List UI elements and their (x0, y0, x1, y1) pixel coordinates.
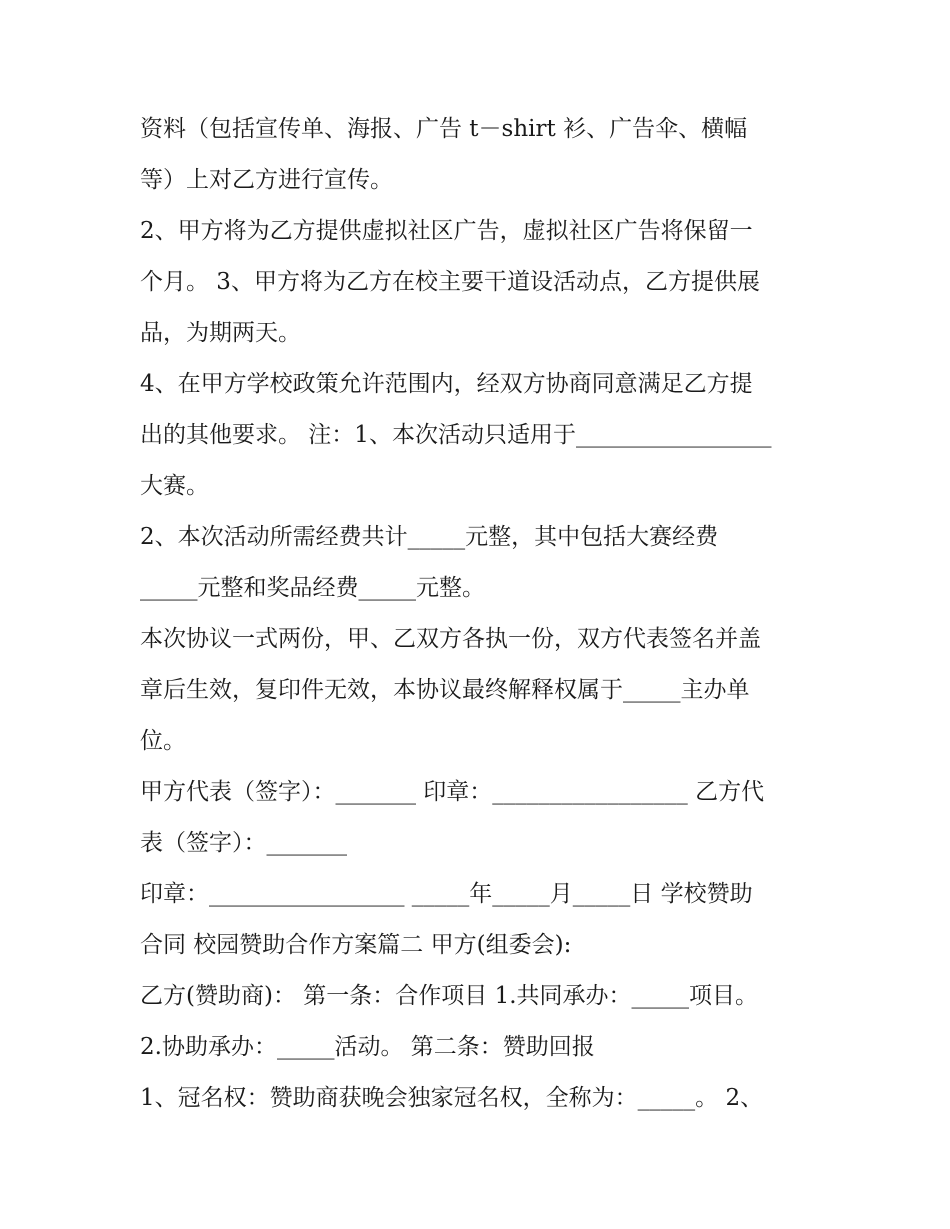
text-line: 甲方代表（签字）：_______ 印章：_________________ 乙方代 (140, 779, 765, 805)
text-line: 等）上对乙方进行宣传。 (140, 167, 393, 193)
text-line: 1、冠名权：赞助商获晚会独家冠名权，全称为：_____。 2、 (140, 1085, 764, 1111)
document-body (140, 104, 820, 1124)
text-line: 位。 (140, 728, 186, 754)
text-line: 资料（包括宣传单、海报、广告 t－shirt 衫、广告伞、横幅 (140, 116, 748, 142)
text-line: 2、本次活动所需经费共计_____元整，其中包括大赛经费 (140, 524, 719, 550)
text-line: 乙方(赞助商)： 第一条：合作项目 1.共同承办：_____项目。 (140, 983, 759, 1009)
text-line: 2.协助承办：_____活动。 第二条：赞助回报 (140, 1034, 595, 1060)
text-line: 表（签字）：_______ (140, 830, 347, 856)
text-line: 个月。 3、甲方将为乙方在校主要干道设活动点，乙方提供展 (140, 269, 760, 295)
text-line: 品，为期两天。 (140, 320, 301, 346)
text-line: 大赛。 (140, 473, 209, 499)
text-line: 出的其他要求。 注：1、本次活动只适用于_________________ (140, 422, 772, 448)
text-line: 印章：_________________ _____年_____月_____日 学校赞助 (140, 881, 753, 907)
text-line: 4、在甲方学校政策允许范围内，经双方协商同意满足乙方提 (140, 371, 753, 397)
text-line: 本次协议一式两份，甲、乙双方各执一份，双方代表签名并盖 (140, 626, 761, 652)
text-line: 2、甲方将为乙方提供虚拟社区广告，虚拟社区广告将保留一 (140, 218, 753, 244)
text-line: _____元整和奖品经费_____元整。 (140, 575, 485, 601)
text-line: 合同 校园赞助合作方案篇二 甲方(组委会): (140, 932, 572, 958)
text-line: 章后生效，复印件无效，本协议最终解释权属于_____主办单 (140, 677, 750, 703)
